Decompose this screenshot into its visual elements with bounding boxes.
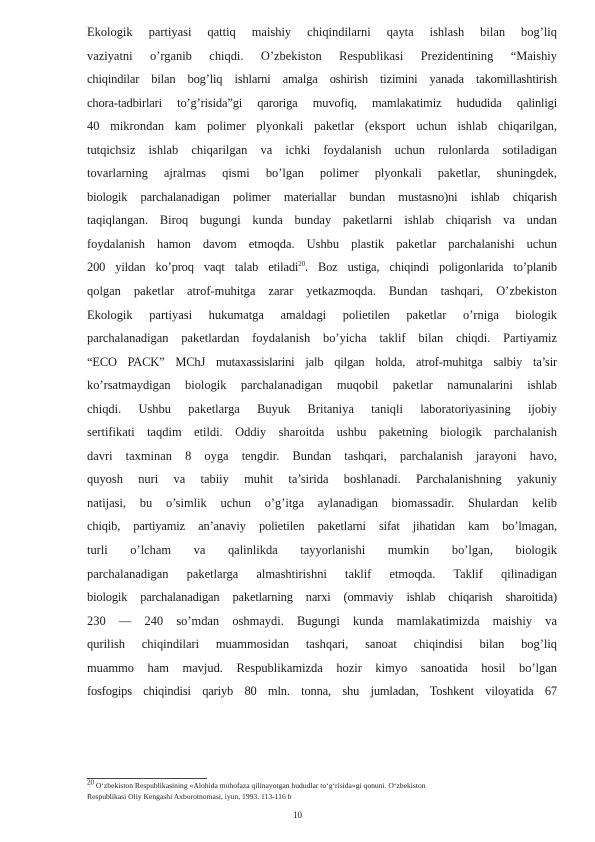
text-line: Ekologik partiyasi hukumatga amaldagi polietilen paketlar o’rniga biologik	[87, 307, 557, 322]
text-line: chiqib, partiyamiz an’anaviy polietilen paketlarni sifat jihatidan kam bo’lmagan,	[87, 519, 557, 534]
text-line: fosfogips chiqindisi qariyb 80 mln. tonna, shu jumladan, Toshkent viloyatida 67	[87, 684, 557, 699]
footnote-divider	[87, 778, 207, 779]
text-line: sertifikati taqdim etildi. Oddiy sharoitda ushbu paketning biologik parchalanish	[87, 425, 557, 440]
text-line: parchalanadigan paketlardan foydalanish bo’yicha taklif bilan chiqdi. Partiyamiz	[87, 331, 557, 346]
text-line: davri taxminan 8 oyga tengdir. Bundan tashqari, parchalanish jarayoni havo,	[87, 448, 557, 463]
text-line: turli o’lcham va qalinlikda tayyorlanishi mumkin bo’lgan, biologik	[87, 543, 557, 558]
text-line: qolgan paketlar atrof-muhitga zarar yetkazmoqda. Bundan tashqari, O’zbekiston	[87, 284, 557, 299]
text-line: taqiqlangan. Biroq bugungi kunda bunday paketlarni ishlab chiqarish va undan	[87, 213, 557, 228]
text-line: vaziyatni o’rganib chiqdi. O’zbekiston Respublikasi Prezidentining “Maishiy	[87, 48, 557, 63]
text-line: Ekologik partiyasi qattiq maishiy chiqindilarni qayta ishlash bilan bog’liq	[87, 25, 557, 39]
footnote-number: 20	[87, 778, 94, 787]
footnote-reference: 20	[298, 260, 305, 269]
text-line: ko’rsatmaydigan biologik parchalanadigan muqobil paketlar namunalarini ishlab	[87, 378, 557, 393]
text-line: qurilish chiqindilari muammosidan tashqari, sanoat chiqindisi bilan bog’liq	[87, 637, 557, 652]
text-line: 40 mikrondan kam polimer plyonkali paketlar (eksport uchun ishlab chiqarilgan,	[87, 119, 557, 134]
text-line: muammo ham mavjud. Respublikamizda hozir kimyo sanoatida hosil bo’lgan	[87, 660, 557, 675]
text-line: foydalanish hamon davom etmoqda. Ushbu plastik paketlar parchalanishi uchun	[87, 236, 557, 251]
text-segment: 200 yildan ko’proq vaqt talab etiladi	[87, 260, 299, 275]
text-line: chiqindilar bilan bog’liq ishlarni amalga oshirish tizimini yanada takomillashtirish	[87, 72, 557, 87]
text-line: tovarlarning ajralmas qismi bo’lgan polimer plyonkali paketlar, shuningdek,	[87, 166, 557, 181]
text-line: “ECO PACK” MChJ mutaxassislarini jalb qilgan holda, atrof-muhitga salbiy ta’sir	[87, 354, 557, 369]
footnote-line: Respublikasi Oliy Kengashi Axborotnomasi, iyun, 1993. 113-116 b	[87, 792, 292, 801]
text-line: quyosh nuri va tabiiy muhit ta’sirida boshlanadi. Parchalanishning yakuniy	[87, 472, 557, 487]
text-line: biologik parchalanadigan paketlarning narxi (ommaviy ishlab chiqarish sharoitida)	[87, 590, 557, 605]
footnote	[87, 780, 557, 802]
text-line: chora-tadbirlari to’g’risida”gi qaroriga muvofiq, mamlakatimiz hududida qalinligi	[87, 95, 557, 110]
text-segment: . Boz ustiga, chiqindi poligonlarida to’planib	[304, 260, 557, 275]
body-paragraph	[87, 21, 557, 704]
page-number: 10	[293, 810, 302, 820]
text-line: biologik parchalanadigan polimer materiallar bundan mustasno)ni ishlab chiqarish	[87, 189, 557, 204]
text-line: natijasi, bu o’simlik uchun o’g’itga aylanadigan biomassadir. Shulardan kelib	[87, 495, 557, 510]
text-line: parchalanadigan paketlarga almashtirishni taklif etmoqda. Taklif qilinadigan	[87, 566, 557, 581]
text-line: chiqdi. Ushbu paketlarga Buyuk Britaniya taniqli laboratoriyasining ijobiy	[87, 401, 557, 416]
text-line	[87, 256, 557, 280]
text-line: tutqichsiz ishlab chiqarilgan va ichki foydalanish uchun rulonlarda sotiladigan	[87, 142, 557, 157]
text-line: 230 — 240 so’mdan oshmaydi. Bugungi kunda mamlakatimizda maishiy va	[87, 613, 557, 628]
footnote-line	[87, 780, 557, 791]
footnote-text: O‘zbekiston Respublikasining «Alohida muhofaza qilinayotgan hududlar to‘g‘risida»gi qonuni. O‘zbekiston	[95, 781, 426, 790]
